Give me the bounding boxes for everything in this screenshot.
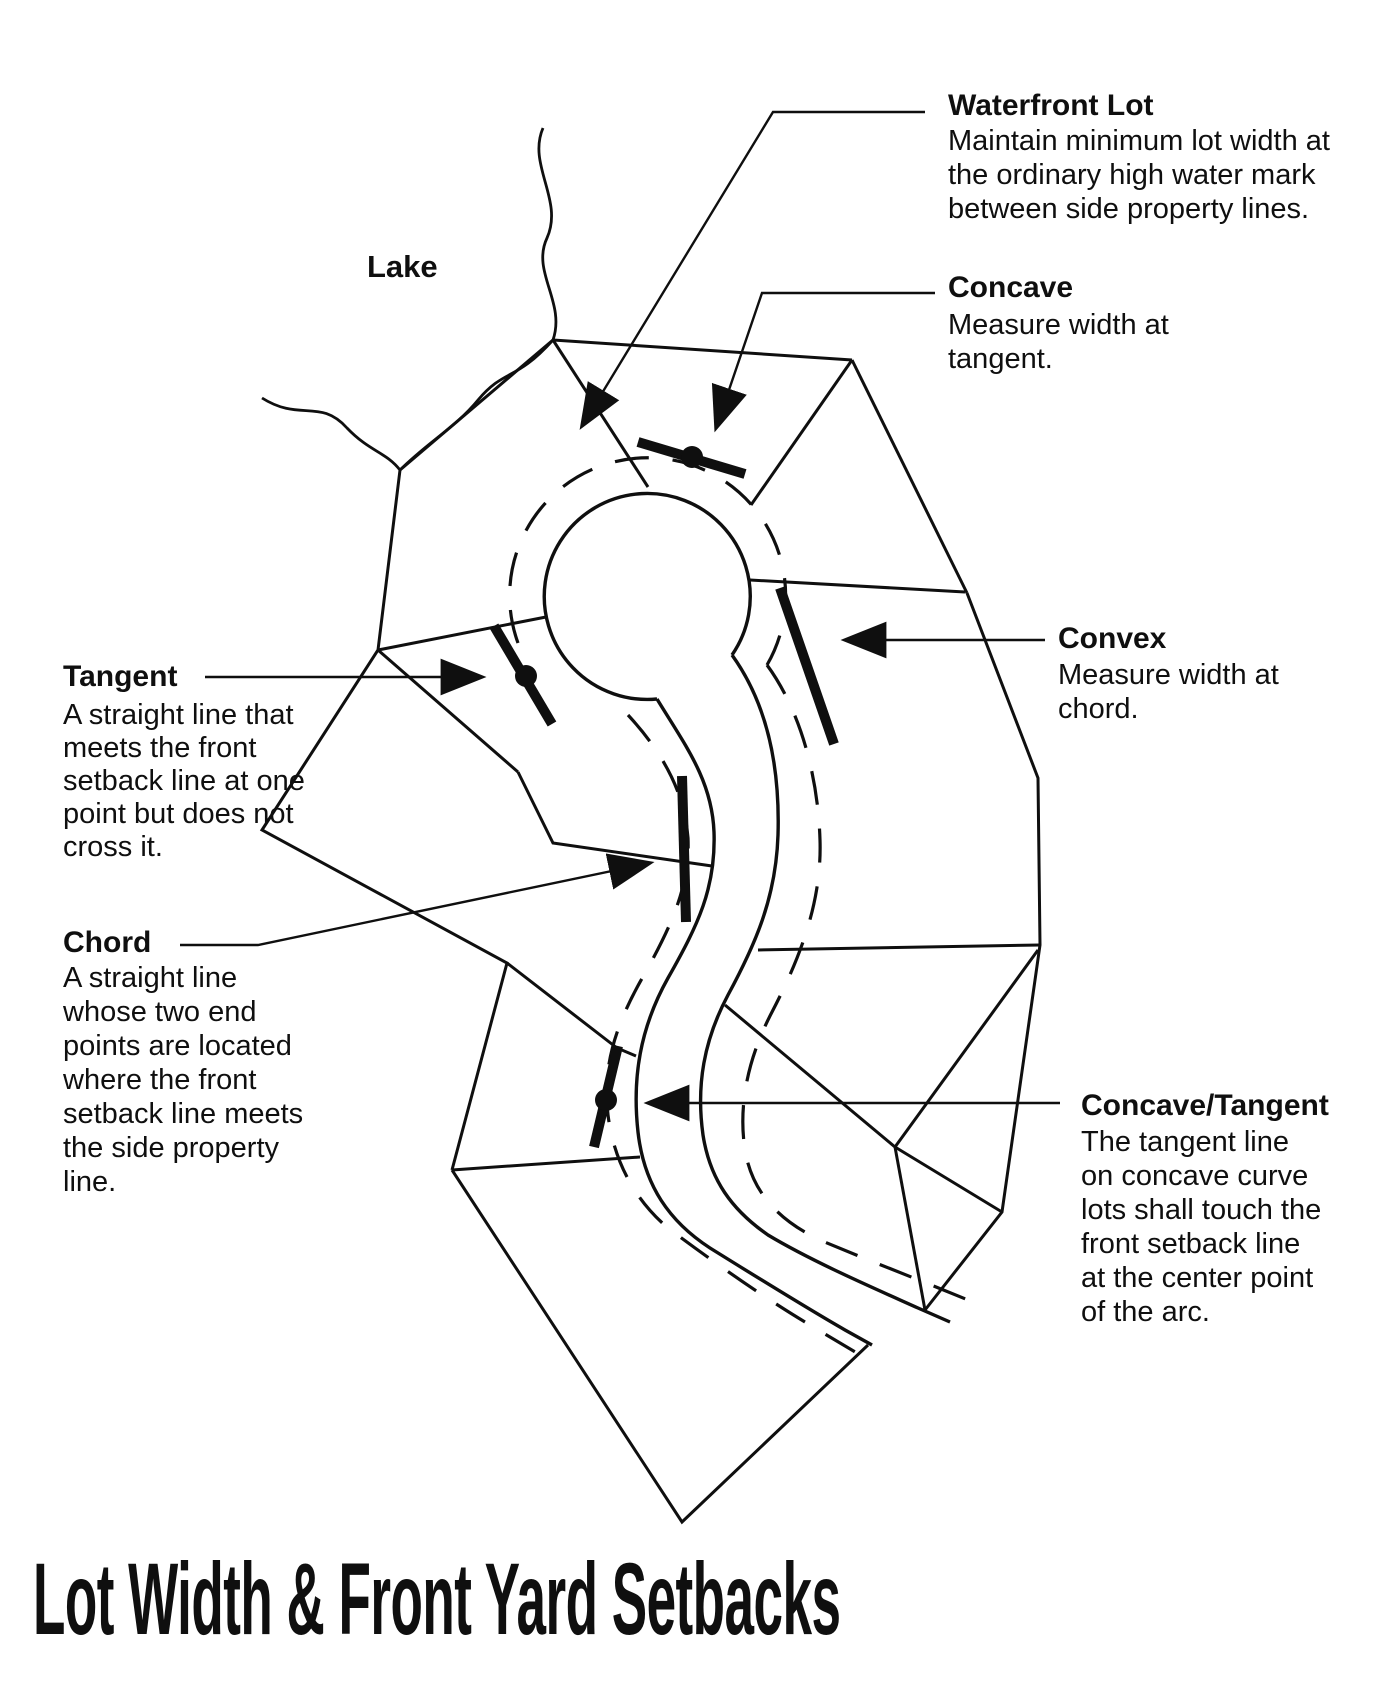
lot-line	[507, 963, 636, 1056]
lake-label-text: Lake	[367, 249, 438, 284]
boundary-east	[925, 593, 1040, 1310]
lot-line	[895, 1147, 925, 1310]
page-title	[33, 1542, 840, 1656]
lake-label	[367, 249, 438, 284]
waterfront-lot-line: Maintain minimum lot width at	[948, 125, 1330, 157]
convex-line: chord.	[1058, 693, 1139, 725]
chord-mark	[682, 776, 686, 922]
lake-features	[262, 128, 556, 470]
page-title-text: Lot Width & Front Yard Setbacks	[33, 1542, 841, 1657]
tangent-line: setback line at one	[63, 765, 305, 797]
callout-waterfront-lot	[948, 89, 1330, 225]
stream-line-north	[539, 128, 556, 340]
chord-line: the side property	[63, 1132, 280, 1164]
tangent-line: meets the front	[63, 732, 257, 764]
waterfront-lot-line: the ordinary high water mark	[948, 159, 1316, 191]
boundary-top	[553, 340, 852, 360]
concave-tangent-line: lots shall touch the	[1081, 1194, 1322, 1226]
chord-line: points are located	[63, 1030, 292, 1062]
chord-heading: Chord	[63, 926, 152, 959]
channel	[636, 655, 950, 1345]
stream-line-west	[262, 398, 400, 470]
convex-chord-mark	[780, 588, 834, 744]
boundary-northeast	[852, 360, 967, 593]
lot-line	[725, 1005, 895, 1147]
lot-line	[553, 340, 648, 487]
convex-heading: Convex	[1058, 622, 1167, 655]
tangent-line: cross it.	[63, 831, 163, 863]
concave-tangent-point-bottom	[595, 1089, 617, 1111]
concave-tangent-point-top	[681, 446, 703, 468]
concave-line: tangent.	[948, 343, 1053, 375]
lot-line	[452, 1157, 640, 1170]
concave-tangent-line: on concave curve	[1081, 1160, 1309, 1192]
boundary-west	[262, 470, 507, 1170]
parcel-lines	[262, 340, 1040, 1522]
convex-line: Measure width at	[1058, 659, 1279, 691]
tangent-heading: Tangent	[63, 660, 178, 693]
chord-line: setback line meets	[63, 1098, 304, 1130]
chord-line: where the front	[63, 1064, 257, 1096]
concave-heading: Concave	[948, 271, 1074, 304]
concave-tangent-line: of the arc.	[1081, 1296, 1210, 1328]
waterfront-lot-leader-arrow	[582, 112, 925, 426]
setback-lines	[510, 458, 968, 1362]
tangent-line: point but does not	[63, 798, 294, 830]
concave-tangent-heading: Concave/Tangent	[1081, 1089, 1329, 1122]
lot-line	[378, 617, 546, 650]
callout-concave-tangent	[1081, 1089, 1329, 1328]
setback-line-east	[743, 665, 968, 1300]
callout-concave	[948, 271, 1169, 375]
concave-tangent-line: at the center point	[1081, 1262, 1314, 1294]
chord-line: line.	[63, 1166, 117, 1198]
chord-line: A straight line	[63, 962, 238, 994]
channel-east-edge	[701, 655, 950, 1322]
shoreline-lot-line	[400, 340, 553, 470]
concave-line: Measure width at	[948, 309, 1169, 341]
leader-lines	[180, 112, 1060, 1103]
waterfront-lot-line: between side property lines.	[948, 193, 1310, 225]
waterfront-lot-heading: Waterfront Lot	[948, 89, 1154, 122]
pond-circle	[544, 493, 750, 699]
chord-line: whose two end	[63, 996, 257, 1028]
lot-line	[895, 1147, 1002, 1212]
lot-line	[751, 360, 852, 505]
tangent-point	[515, 665, 537, 687]
lot-line	[378, 650, 518, 772]
concave-tangent-line: The tangent line	[1081, 1126, 1289, 1158]
measurement-marks	[494, 442, 834, 1147]
callout-chord	[62, 926, 303, 1198]
callout-convex	[1058, 622, 1279, 725]
chord-leader-arrow	[180, 863, 650, 945]
concave-tangent-line: front setback line	[1081, 1228, 1301, 1260]
tangent-line: A straight line that	[63, 699, 294, 731]
concave-leader-arrow	[716, 293, 935, 428]
